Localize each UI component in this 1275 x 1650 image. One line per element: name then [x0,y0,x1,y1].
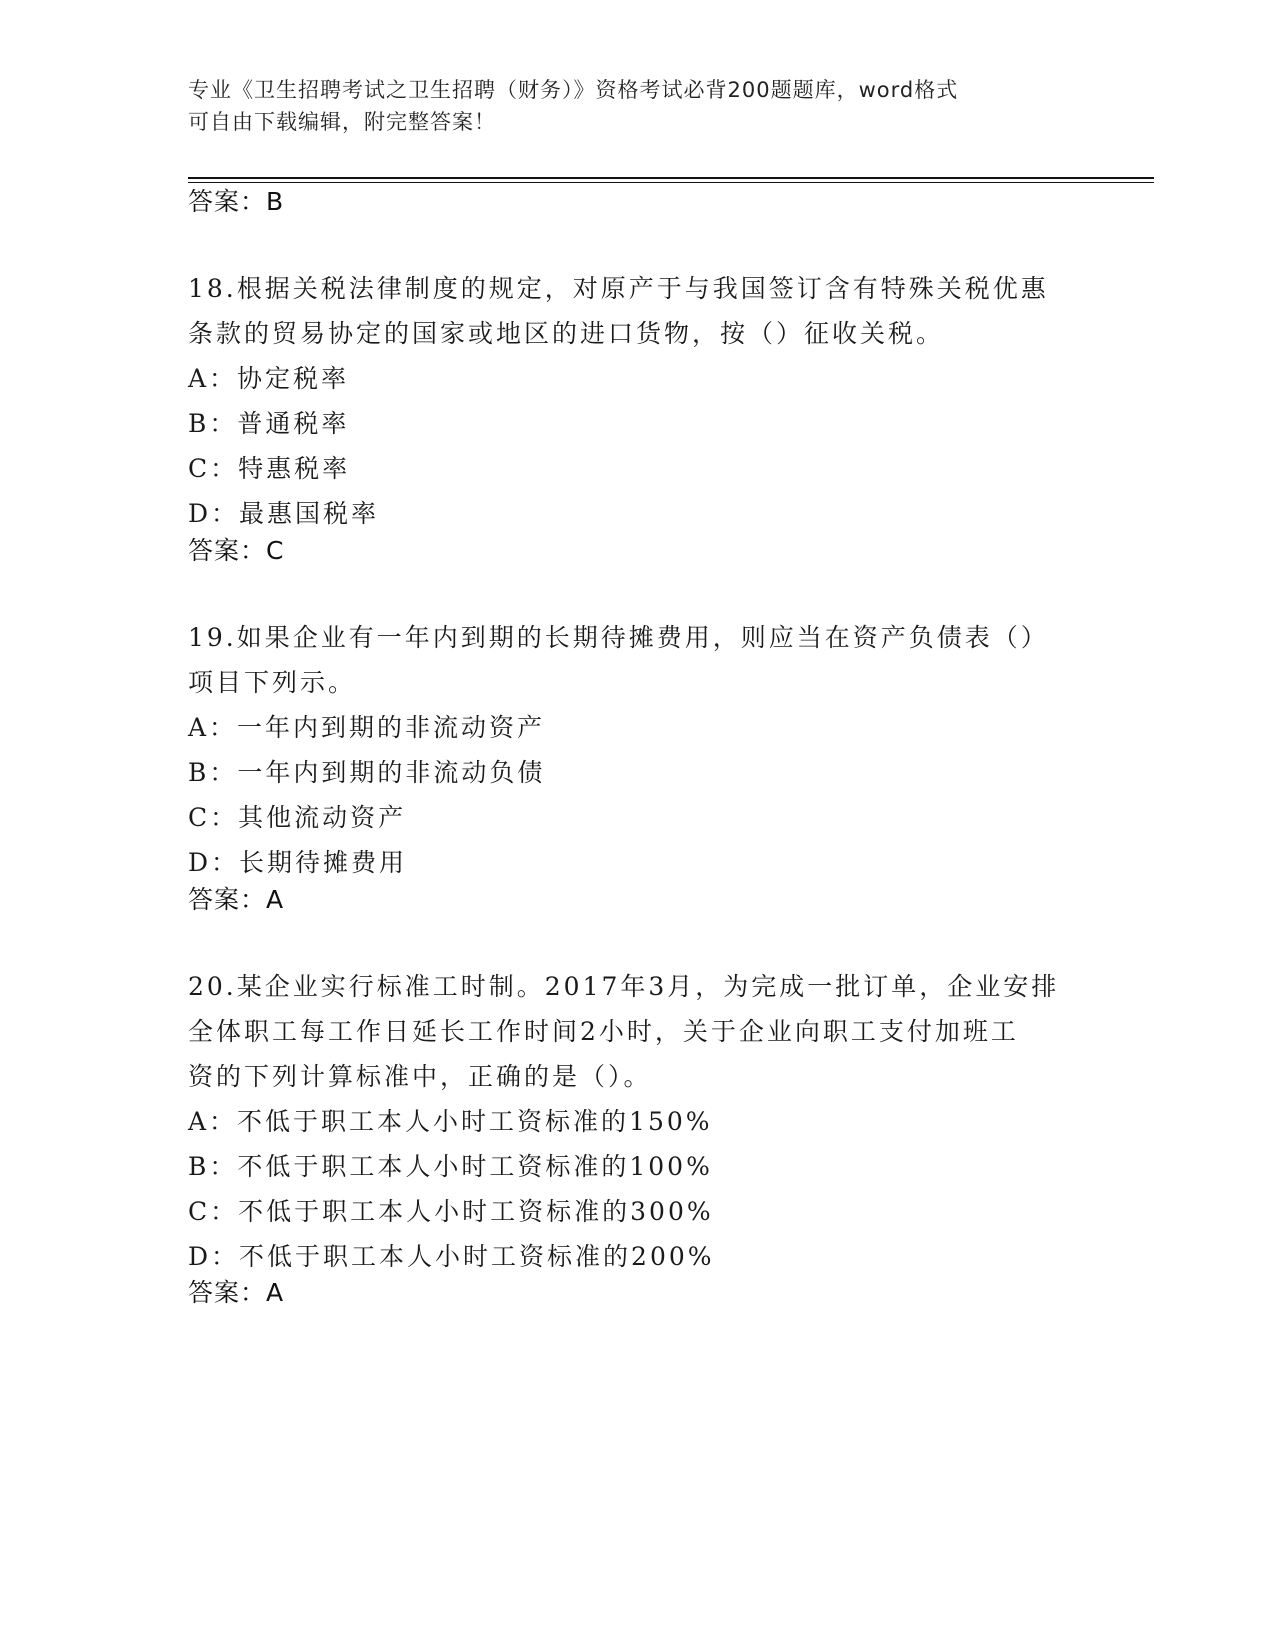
option-c: C：其他流动资产 [188,803,407,832]
question-stem-line: 全体职工每工作日延长工作时间2小时，关于企业向职工支付加班工 [188,1017,1019,1046]
question-stem-line: 20.某企业实行标准工时制。2017年3月，为完成一批订单，企业安排 [188,972,1060,1001]
option-a: A：协定税率 [188,364,350,393]
option-b: B：普通税率 [188,409,350,438]
previous-answer: 答案：B [188,187,285,216]
header-line-1: 专业《卫生招聘考试之卫生招聘（财务）》资格考试必背200题题库，word格式 [188,78,959,102]
option-d: D：最惠国税率 [188,499,380,528]
question-stem-line: 资的下列计算标准中，正确的是（）。 [188,1062,652,1091]
header-rule-thin [188,182,1154,183]
question-19-answer: 答案：A [188,885,285,914]
question-stem-line: 19.如果企业有一年内到期的长期待摊费用，则应当在资产负债表（） [188,623,1049,652]
document-header [188,74,1068,138]
option-d: D：长期待摊费用 [188,848,408,877]
question-stem-line: 条款的贸易协定的国家或地区的进口货物，按（）征收关税。 [188,319,945,348]
option-c: C：不低于职工本人小时工资标准的300% [188,1197,714,1226]
question-stem-line: 18.根据关税法律制度的规定，对原产于与我国签订含有特殊关税优惠 [188,274,1049,303]
option-a: A：一年内到期的非流动资产 [188,713,546,742]
question-19 [188,615,1088,885]
option-c: C：特惠税率 [188,454,351,483]
question-20-answer: 答案：A [188,1278,285,1307]
question-18-answer: 答案：C [188,536,285,565]
option-d: D：不低于职工本人小时工资标准的200% [188,1242,715,1271]
question-18 [188,266,1088,536]
question-stem-line: 项目下列示。 [188,668,357,697]
option-b: B：不低于职工本人小时工资标准的100% [188,1152,713,1181]
option-b: B：一年内到期的非流动负债 [188,758,546,787]
header-rule-thick [188,177,1154,179]
question-20 [188,964,1088,1279]
header-line-2: 可自由下载编辑，附完整答案！ [188,110,496,134]
option-a: A：不低于职工本人小时工资标准的150% [188,1107,713,1136]
